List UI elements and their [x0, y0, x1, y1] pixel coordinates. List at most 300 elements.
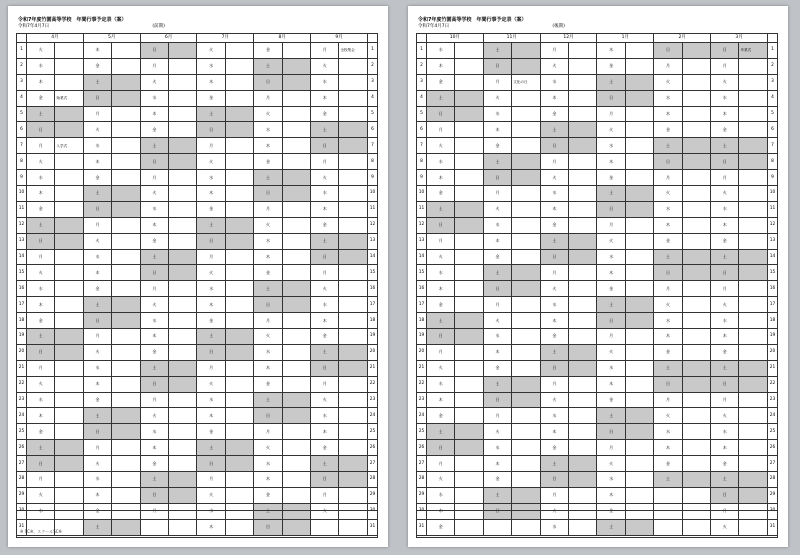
day-number: 10 — [768, 186, 778, 202]
weekday-cell: 水 — [483, 106, 511, 122]
weekday-cell: 金 — [254, 265, 282, 281]
day-number: 18 — [17, 313, 27, 329]
day-number: 29 — [417, 487, 427, 503]
day-number: 26 — [17, 440, 27, 456]
weekday-cell: 金 — [711, 122, 739, 138]
weekday-cell: 月 — [311, 43, 339, 59]
day-number: 27 — [417, 456, 427, 472]
day-number: 12 — [768, 217, 778, 233]
corner-cell — [768, 34, 778, 43]
event-cell — [569, 201, 597, 217]
event-cell — [55, 329, 83, 345]
event-cell — [55, 43, 83, 59]
weekday-cell: 日 — [427, 329, 455, 345]
weekday-cell: 土 — [197, 217, 225, 233]
weekday-cell: 金 — [83, 392, 111, 408]
event-cell — [339, 217, 368, 233]
event-cell — [625, 360, 653, 376]
weekday-cell: 水 — [311, 297, 339, 313]
event-cell — [169, 440, 197, 456]
event-cell — [625, 138, 653, 154]
corner-cell — [17, 34, 27, 43]
weekday-cell: 日 — [254, 519, 282, 535]
day-row — [417, 122, 778, 138]
event-cell — [739, 201, 768, 217]
day-row — [17, 424, 378, 440]
day-number: 7 — [368, 138, 378, 154]
event-cell — [112, 313, 140, 329]
weekday-cell: 月 — [711, 392, 739, 408]
event-cell — [55, 201, 83, 217]
event-cell — [339, 249, 368, 265]
day-number: 6 — [368, 122, 378, 138]
weekday-cell: 木 — [597, 265, 625, 281]
month-header: 4月 — [27, 34, 84, 43]
event-cell — [225, 138, 253, 154]
weekday-cell: 水 — [140, 90, 168, 106]
event-cell — [512, 329, 540, 345]
day-number: 21 — [17, 360, 27, 376]
month-header: 3月 — [711, 34, 768, 43]
event-cell — [282, 233, 310, 249]
weekday-cell: 木 — [254, 138, 282, 154]
day-number: 1 — [768, 43, 778, 59]
weekday-cell: 月 — [27, 138, 55, 154]
event-cell — [112, 249, 140, 265]
event-cell — [512, 186, 540, 202]
event-cell — [339, 408, 368, 424]
weekday-cell: 金 — [197, 90, 225, 106]
weekday-cell: 月 — [83, 217, 111, 233]
event-cell — [282, 360, 310, 376]
weekday-cell: 日 — [654, 154, 682, 170]
weekday-cell: 木 — [140, 217, 168, 233]
event-cell — [112, 472, 140, 488]
weekday-cell: 水 — [654, 90, 682, 106]
event-cell — [625, 186, 653, 202]
weekday-cell: 火 — [83, 122, 111, 138]
day-number: 22 — [368, 376, 378, 392]
event-cell — [169, 217, 197, 233]
event-cell — [625, 217, 653, 233]
event-cell — [225, 249, 253, 265]
weekday-cell: 水 — [197, 170, 225, 186]
event-cell — [225, 392, 253, 408]
event-cell — [455, 186, 483, 202]
weekday-cell: 火 — [83, 456, 111, 472]
document-page-second-half — [408, 6, 788, 547]
event-cell — [169, 154, 197, 170]
weekday-cell: 火 — [711, 297, 739, 313]
event-cell — [225, 344, 253, 360]
day-number: 14 — [368, 249, 378, 265]
event-cell — [625, 90, 653, 106]
event-cell — [739, 154, 768, 170]
event-cell — [512, 281, 540, 297]
event-cell — [739, 122, 768, 138]
day-number: 6 — [417, 122, 427, 138]
event-cell — [569, 313, 597, 329]
corner-cell — [417, 34, 427, 43]
event-cell — [512, 90, 540, 106]
event-cell — [512, 43, 540, 59]
weekday-cell: 木 — [197, 74, 225, 90]
event-cell — [225, 233, 253, 249]
event-cell — [512, 122, 540, 138]
event-cell — [225, 440, 253, 456]
weekday-cell: 月 — [711, 58, 739, 74]
weekday-cell: 金 — [597, 281, 625, 297]
event-cell — [169, 329, 197, 345]
day-row — [17, 297, 378, 313]
event-cell — [225, 487, 253, 503]
event-cell — [339, 154, 368, 170]
event-cell — [225, 472, 253, 488]
weekday-cell: 月 — [140, 503, 168, 519]
day-number: 4 — [768, 90, 778, 106]
weekday-cell: 木 — [597, 43, 625, 59]
weekday-cell: 火 — [711, 186, 739, 202]
weekday-cell: 水 — [540, 297, 568, 313]
event-cell — [625, 472, 653, 488]
day-row — [17, 487, 378, 503]
day-number: 22 — [768, 376, 778, 392]
day-number: 13 — [417, 233, 427, 249]
weekday-cell: 木 — [654, 106, 682, 122]
event-cell — [682, 186, 710, 202]
day-number: 7 — [417, 138, 427, 154]
event-cell — [112, 154, 140, 170]
weekday-cell: 火 — [140, 186, 168, 202]
event-cell — [569, 456, 597, 472]
weekday-cell: 木 — [311, 201, 339, 217]
weekday-cell: 火 — [427, 360, 455, 376]
weekday-cell: 水 — [597, 472, 625, 488]
event-cell — [455, 106, 483, 122]
event-cell — [55, 281, 83, 297]
event-cell — [739, 313, 768, 329]
day-row — [417, 329, 778, 345]
day-row — [17, 90, 378, 106]
day-number: 4 — [17, 90, 27, 106]
weekday-cell: 月 — [83, 329, 111, 345]
event-cell — [569, 154, 597, 170]
event-cell — [455, 408, 483, 424]
day-number: 1 — [368, 43, 378, 59]
weekday-cell: 月 — [540, 154, 568, 170]
event-cell — [169, 74, 197, 90]
event-cell — [225, 201, 253, 217]
weekday-cell: 日 — [483, 503, 511, 519]
weekday-cell: 土 — [311, 456, 339, 472]
day-number: 15 — [768, 265, 778, 281]
day-number: 7 — [768, 138, 778, 154]
event-cell — [682, 472, 710, 488]
day-number: 13 — [768, 233, 778, 249]
event-cell — [282, 472, 310, 488]
day-number: 30 — [768, 503, 778, 519]
event-cell — [55, 249, 83, 265]
weekday-cell: 火 — [427, 249, 455, 265]
day-number: 19 — [417, 329, 427, 345]
weekday-cell: 日 — [654, 43, 682, 59]
event-cell: 文化の日 — [512, 74, 540, 90]
weekday-cell: 木 — [427, 170, 455, 186]
weekday-cell: 木 — [483, 344, 511, 360]
weekday-cell: 日 — [27, 344, 55, 360]
event-cell — [569, 329, 597, 345]
event-cell — [512, 344, 540, 360]
event-cell — [339, 472, 368, 488]
day-number: 23 — [17, 392, 27, 408]
event-cell — [282, 265, 310, 281]
event-cell — [282, 249, 310, 265]
weekday-cell: 水 — [254, 233, 282, 249]
weekday-cell: 土 — [654, 472, 682, 488]
weekday-cell: 木 — [27, 186, 55, 202]
weekday-cell: 金 — [140, 456, 168, 472]
day-row — [417, 313, 778, 329]
weekday-cell: 金 — [540, 440, 568, 456]
weekday-cell: 月 — [540, 43, 568, 59]
weekday-cell: 水 — [427, 154, 455, 170]
weekday-cell: 土 — [254, 392, 282, 408]
weekday-cell: 火 — [27, 265, 55, 281]
weekday-cell: 土 — [83, 186, 111, 202]
weekday-cell: 火 — [254, 329, 282, 345]
event-cell — [512, 217, 540, 233]
day-row — [17, 58, 378, 74]
weekday-cell: 水 — [27, 392, 55, 408]
event-cell — [682, 201, 710, 217]
event-cell — [739, 249, 768, 265]
weekday-cell: 日 — [597, 424, 625, 440]
weekday-cell: 日 — [27, 233, 55, 249]
day-number: 24 — [417, 408, 427, 424]
weekday-cell: 木 — [711, 106, 739, 122]
day-number: 20 — [768, 344, 778, 360]
weekday-cell: 木 — [654, 440, 682, 456]
weekday-cell: 土 — [597, 519, 625, 535]
event-cell — [55, 58, 83, 74]
event-cell — [682, 170, 710, 186]
weekday-cell: 水 — [197, 503, 225, 519]
day-number: 8 — [768, 154, 778, 170]
weekday-cell: 火 — [483, 201, 511, 217]
event-cell — [225, 58, 253, 74]
weekday-cell: 金 — [83, 170, 111, 186]
weekday-cell: 火 — [311, 281, 339, 297]
event-cell — [455, 281, 483, 297]
event-cell — [112, 138, 140, 154]
event-cell — [682, 392, 710, 408]
event-cell — [455, 58, 483, 74]
day-number: 15 — [368, 265, 378, 281]
day-number: 3 — [417, 74, 427, 90]
weekday-cell: 木 — [654, 217, 682, 233]
event-cell — [455, 201, 483, 217]
event-cell — [512, 233, 540, 249]
event-cell — [569, 487, 597, 503]
weekday-cell: 土 — [83, 297, 111, 313]
weekday-cell: 土 — [483, 376, 511, 392]
weekday-cell: 月 — [311, 487, 339, 503]
event-cell — [55, 106, 83, 122]
weekday-cell: 火 — [311, 58, 339, 74]
weekday-cell: 月 — [427, 456, 455, 472]
weekday-cell: 水 — [483, 440, 511, 456]
weekday-cell: 土 — [83, 519, 111, 535]
weekday-cell: 金 — [654, 456, 682, 472]
event-cell — [682, 154, 710, 170]
day-number: 28 — [17, 472, 27, 488]
weekday-cell: 月 — [540, 376, 568, 392]
weekday-cell: 土 — [711, 360, 739, 376]
event-cell — [282, 58, 310, 74]
event-cell — [339, 360, 368, 376]
day-number: 18 — [417, 313, 427, 329]
weekday-cell: 土 — [197, 329, 225, 345]
weekday-cell: 金 — [254, 376, 282, 392]
day-number: 3 — [368, 74, 378, 90]
event-cell — [455, 329, 483, 345]
weekday-cell: 日 — [197, 344, 225, 360]
weekday-cell: 日 — [711, 154, 739, 170]
day-row — [17, 217, 378, 233]
day-number: 16 — [17, 281, 27, 297]
weekday-cell: 水 — [597, 249, 625, 265]
day-row — [17, 472, 378, 488]
event-cell — [169, 201, 197, 217]
event-cell — [682, 74, 710, 90]
day-number: 1 — [17, 43, 27, 59]
day-row — [17, 186, 378, 202]
weekday-cell: 火 — [597, 344, 625, 360]
day-row — [417, 344, 778, 360]
event-cell — [282, 408, 310, 424]
weekday-cell: 日 — [197, 456, 225, 472]
event-cell — [455, 344, 483, 360]
weekday-cell: 火 — [140, 408, 168, 424]
weekday-cell: 日 — [311, 138, 339, 154]
event-cell — [512, 487, 540, 503]
day-number: 21 — [417, 360, 427, 376]
weekday-cell: 木 — [654, 329, 682, 345]
event-cell — [455, 90, 483, 106]
day-row — [417, 58, 778, 74]
weekday-cell: 木 — [140, 440, 168, 456]
weekday-cell: 木 — [27, 408, 55, 424]
day-number: 11 — [368, 201, 378, 217]
weekday-cell: 月 — [311, 376, 339, 392]
event-cell — [55, 392, 83, 408]
event-cell — [339, 440, 368, 456]
event-cell — [112, 90, 140, 106]
event-cell — [682, 456, 710, 472]
event-cell — [512, 106, 540, 122]
month-header: 12月 — [540, 34, 597, 43]
event-cell — [112, 360, 140, 376]
weekday-cell: 土 — [140, 249, 168, 265]
weekday-cell: 土 — [254, 170, 282, 186]
day-number: 18 — [768, 313, 778, 329]
event-cell — [112, 58, 140, 74]
event-cell — [225, 376, 253, 392]
weekday-cell: 月 — [597, 329, 625, 345]
weekday-cell: 金 — [654, 233, 682, 249]
event-cell — [625, 106, 653, 122]
event-cell — [739, 90, 768, 106]
event-cell — [225, 43, 253, 59]
weekday-cell: 水 — [483, 217, 511, 233]
day-number: 3 — [768, 74, 778, 90]
event-cell — [169, 170, 197, 186]
day-row — [417, 154, 778, 170]
weekday-cell: 土 — [311, 122, 339, 138]
weekday-cell: 日 — [254, 408, 282, 424]
event-cell — [512, 313, 540, 329]
weekday-cell: 日 — [427, 217, 455, 233]
weekday-cell: 木 — [540, 313, 568, 329]
event-cell — [169, 376, 197, 392]
weekday-cell: 木 — [197, 297, 225, 313]
day-number: 31 — [768, 519, 778, 535]
weekday-cell: 火 — [540, 503, 568, 519]
event-cell — [512, 170, 540, 186]
weekday-cell: 月 — [140, 392, 168, 408]
event-cell: 入学式 — [55, 138, 83, 154]
weekday-cell: 水 — [197, 281, 225, 297]
event-cell — [512, 249, 540, 265]
day-number: 20 — [17, 344, 27, 360]
day-number: 11 — [17, 201, 27, 217]
weekday-cell: 日 — [711, 376, 739, 392]
weekday-cell: 日 — [311, 249, 339, 265]
weekday-cell: 土 — [711, 138, 739, 154]
weekday-cell: 月 — [483, 74, 511, 90]
day-row — [17, 122, 378, 138]
weekday-cell: 土 — [197, 440, 225, 456]
weekday-cell: 金 — [140, 344, 168, 360]
event-cell — [55, 360, 83, 376]
weekday-cell: 金 — [597, 58, 625, 74]
weekday-cell: 日 — [140, 487, 168, 503]
day-row — [17, 170, 378, 186]
weekday-cell: 金 — [540, 217, 568, 233]
event-cell — [339, 456, 368, 472]
weekday-cell: 水 — [711, 313, 739, 329]
event-cell — [282, 424, 310, 440]
event-cell — [282, 297, 310, 313]
weekday-cell: 土 — [540, 122, 568, 138]
weekday-cell: 火 — [197, 154, 225, 170]
event-cell — [225, 265, 253, 281]
day-number: 29 — [368, 487, 378, 503]
event-cell — [455, 170, 483, 186]
weekday-cell: 水 — [254, 456, 282, 472]
weekday-cell: 水 — [654, 313, 682, 329]
day-number: 2 — [17, 58, 27, 74]
weekday-cell: 金 — [427, 519, 455, 535]
weekday-cell: 土 — [597, 74, 625, 90]
event-cell — [569, 58, 597, 74]
weekday-cell: 日 — [483, 392, 511, 408]
event-cell — [682, 122, 710, 138]
weekday-cell: 木 — [483, 122, 511, 138]
weekday-cell: 水 — [311, 74, 339, 90]
weekday-cell: 月 — [197, 138, 225, 154]
event-cell — [339, 74, 368, 90]
